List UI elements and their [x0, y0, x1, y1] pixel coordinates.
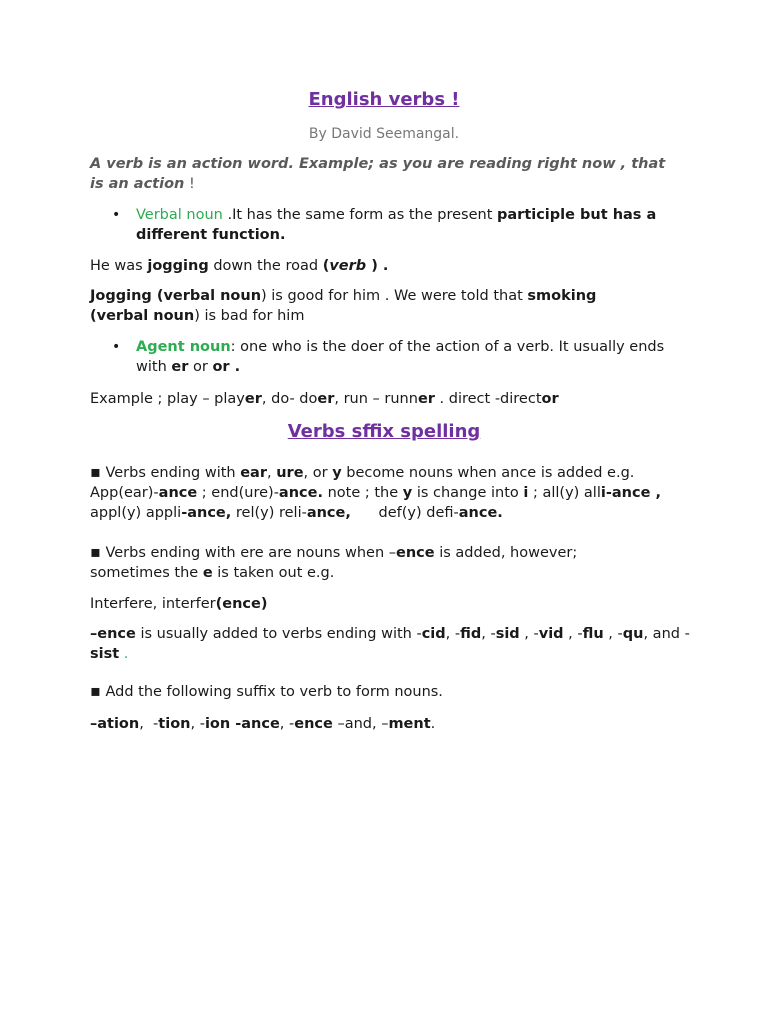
text-run: , -	[481, 626, 496, 642]
bold-run: flu	[582, 626, 604, 642]
bold-run: sid	[495, 626, 520, 642]
bold-run: e	[202, 565, 213, 581]
bold-run: qu	[622, 626, 644, 642]
bold-run: smoking (verbal noun	[90, 288, 597, 324]
bold-run: er	[317, 391, 335, 407]
text-run: def(y) defi-	[350, 505, 459, 521]
text-run: , -	[603, 626, 623, 642]
text-run: become nouns when ance is added e.g. App(ear)-	[90, 465, 635, 501]
text-run: rel(y) reli-	[231, 505, 307, 521]
bold-run: ) .	[366, 258, 389, 274]
example-verbal-noun	[90, 286, 650, 326]
bold-run: –ation	[90, 716, 140, 732]
bold-run: -ance,	[181, 505, 232, 521]
bold-run: cid	[421, 626, 446, 642]
text-run: ,	[267, 465, 277, 481]
bold-run: er	[417, 391, 435, 407]
text-run: ; end(ure)-	[197, 485, 279, 501]
bold-run: ion -ance	[204, 716, 280, 732]
text-run: , or	[303, 465, 333, 481]
example-interfere	[90, 594, 690, 614]
bold-run: i	[523, 485, 529, 501]
bold-run: Jogging (verbal noun	[90, 288, 262, 304]
bold-italic-run: verb	[329, 258, 367, 274]
bold-run: y	[402, 485, 413, 501]
bullet1-text: .It has the same form as the present	[222, 207, 497, 223]
intro-paragraph	[90, 154, 670, 194]
bold-run: (ence)	[215, 596, 268, 612]
bullet-dot-2: •	[112, 339, 121, 355]
text-run: down the road	[208, 258, 323, 274]
square-bullet-icon: ▪	[90, 542, 101, 561]
bullet-dot-1: •	[112, 207, 121, 223]
text-run: , -	[563, 626, 583, 642]
bold-run: or	[541, 391, 559, 407]
square-bullet-icon: ▪	[90, 462, 101, 481]
example-agent	[90, 389, 690, 409]
intro-text: A verb is an action word. Example; as you are reading right now , that is an action	[90, 156, 666, 192]
bold-run: tion	[158, 716, 191, 732]
text-run: , -	[190, 716, 205, 732]
bold-run: ear	[240, 465, 267, 481]
bold-run: ance.	[458, 505, 503, 521]
text-run: . direct -direct	[434, 391, 542, 407]
square-bullet-icon: ▪	[90, 681, 101, 700]
bold-run: (	[322, 258, 330, 274]
bullet-verbal-noun	[136, 205, 686, 245]
suffix-list	[90, 714, 690, 734]
text-run: , run – runn	[334, 391, 418, 407]
bold-run: vid	[538, 626, 564, 642]
bold-run: y	[332, 465, 342, 481]
bold-run: ure	[276, 465, 304, 481]
text-run: Interfere, interfer	[90, 596, 216, 612]
text-run: ) is bad for him	[194, 308, 305, 324]
text-run: is change into	[412, 485, 524, 501]
bold-run: er	[244, 391, 262, 407]
text-run: ) is good for him . We were told that	[261, 288, 528, 304]
bold-run: jogging	[147, 258, 209, 274]
text-run: , -	[445, 626, 461, 642]
intro-end: !	[184, 176, 195, 192]
text-run: : one who is the doer of the action of a verb. It usually ends with	[136, 339, 665, 375]
bold-run: or .	[212, 359, 241, 375]
text-run: He was	[90, 258, 148, 274]
example-jogging	[90, 256, 690, 276]
text-run: , -	[519, 626, 539, 642]
bold-run: fid	[460, 626, 482, 642]
bullet1-bold: participle but has a different function.	[136, 207, 657, 243]
text-run: or	[188, 359, 213, 375]
rule-add-suffix	[90, 682, 690, 702]
text-run: Verbs ending with	[100, 465, 241, 481]
section-heading: Verbs sffix spelling	[287, 421, 481, 442]
bold-run: er	[171, 359, 189, 375]
text-run: .	[430, 716, 436, 732]
rule-ere	[90, 543, 650, 583]
rule-ence	[90, 624, 690, 664]
bold-run: –ence	[90, 626, 136, 642]
bold-run: i-ance ,	[600, 485, 661, 501]
text-run: Example ; play – play	[90, 391, 245, 407]
text-run: –and, –	[332, 716, 389, 732]
bold-run: ence	[294, 716, 333, 732]
bullet-agent-noun	[136, 337, 666, 377]
text-run: , do- do	[261, 391, 318, 407]
text-run: note ; the	[322, 485, 403, 501]
text-run: , -	[279, 716, 295, 732]
text-run: , -	[139, 716, 159, 732]
text-run: Verbs ending with ere are nouns when –	[100, 545, 396, 561]
bold-run: sist	[90, 646, 120, 662]
text-run: ; all(y) all	[528, 485, 601, 501]
text-run: , and -	[643, 626, 690, 642]
term-agent-noun: Agent noun	[136, 339, 231, 355]
text-run: Add the following suffix to verb to form nouns.	[100, 684, 443, 700]
byline: By David Seemangal.	[308, 126, 460, 142]
text-run: is added, however; sometimes the	[90, 545, 578, 581]
bold-run: ment	[388, 716, 431, 732]
bold-run: ance,	[306, 505, 351, 521]
rule-ear-ure-y	[90, 463, 690, 523]
text-run: appl(y) appli	[90, 505, 182, 521]
text-run: .	[119, 646, 129, 662]
text-run: is usually added to verbs ending with -	[135, 626, 422, 642]
term-verbal-noun: Verbal noun	[136, 207, 223, 223]
bold-run: ence	[396, 545, 435, 561]
bold-run: ance	[158, 485, 198, 501]
page-title: English verbs !	[308, 89, 460, 110]
text-run: is taken out e.g.	[212, 565, 335, 581]
bold-run: ance.	[278, 485, 323, 501]
